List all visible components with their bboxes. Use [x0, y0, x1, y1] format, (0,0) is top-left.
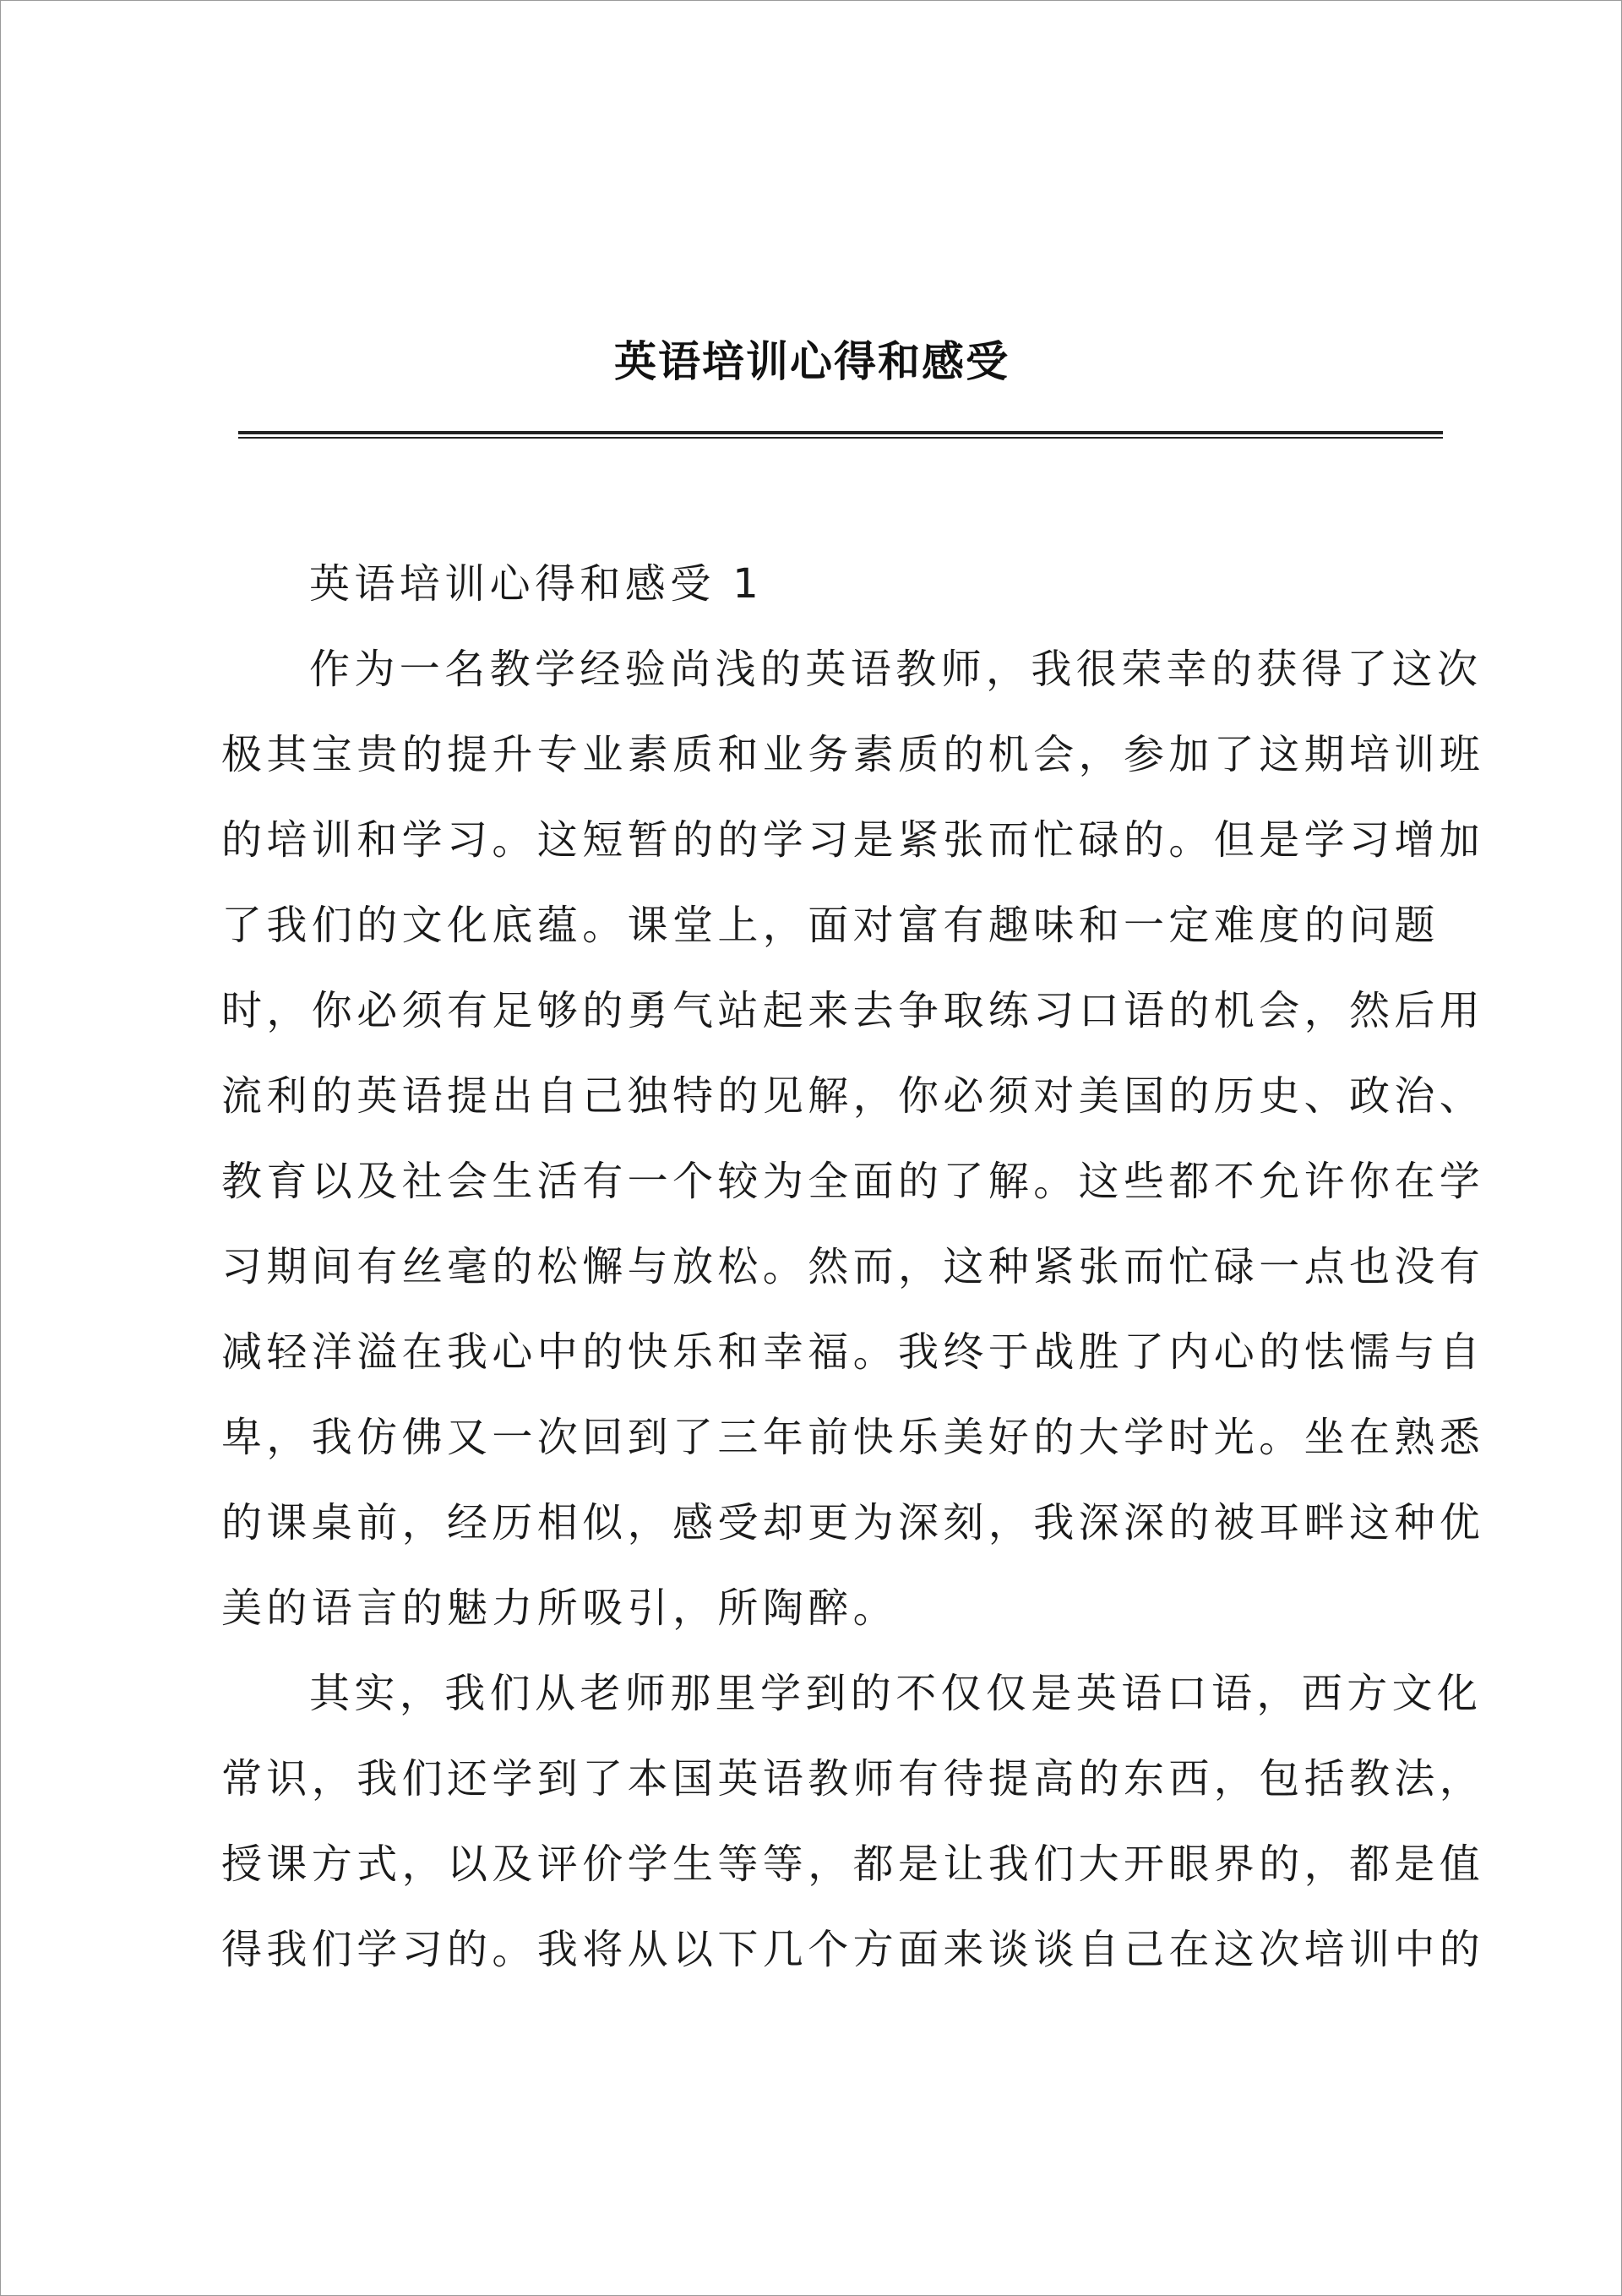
paragraph-1-line: 流利的英语提出自己独特的见解，你必须对美国的历史、政治、: [221, 1072, 1485, 1120]
title-divider-thin: [238, 437, 1443, 439]
section-heading: 英语培训心得和感受 1: [309, 560, 764, 608]
paragraph-1-line: 了我们的文化底蕴。课堂上，面对富有趣味和一定难度的问题: [221, 902, 1440, 949]
paragraph-1-line: 美的语言的魅力所吸引，所陶醉。: [221, 1584, 899, 1632]
paragraph-2-line: 其实，我们从老师那里学到的不仅仅是英语口语，西方文化: [309, 1670, 1483, 1717]
paragraph-1: [221, 627, 1485, 1651]
paragraph-2-line: 授课方式，以及评价学生等等，都是让我们大开眼界的，都是值: [221, 1841, 1485, 1888]
paragraph-2: [221, 1651, 1485, 1993]
paragraph-1-line: 教育以及社会生活有一个较为全面的了解。这些都不允许你在学: [221, 1158, 1485, 1205]
paragraph-1-line: 减轻洋溢在我心中的快乐和幸福。我终于战胜了内心的怯懦与自: [221, 1328, 1485, 1376]
document-body: [221, 542, 1485, 1993]
paragraph-1-line: 的培训和学习。这短暂的的学习是紧张而忙碌的。但是学习增加: [221, 816, 1485, 864]
paragraph-1-line: 的课桌前，经历相似，感受却更为深刻，我深深的被耳畔这种优: [221, 1499, 1485, 1546]
paragraph-1-line: 时，你必须有足够的勇气站起来去争取练习口语的机会，然后用: [221, 987, 1485, 1034]
paragraph-2-line: 常识，我们还学到了本国英语教师有待提高的东西，包括教法，: [221, 1755, 1485, 1802]
title-divider-thick: [238, 431, 1443, 434]
paragraph-1-line: 作为一名教学经验尚浅的英语教师，我很荣幸的获得了这次: [309, 646, 1483, 693]
paragraph-1-line: 卑，我仿佛又一次回到了三年前快乐美好的大学时光。坐在熟悉: [221, 1414, 1485, 1461]
paragraph-1-line: 极其宝贵的提升专业素质和业务素质的机会，参加了这期培训班: [221, 731, 1485, 778]
paragraph-2-line: 得我们学习的。我将从以下几个方面来谈谈自己在这次培训中的: [221, 1926, 1485, 1973]
paragraph-1-line: 习期间有丝毫的松懈与放松。然而，这种紧张而忙碌一点也没有: [221, 1243, 1485, 1290]
document-title: 英语培训心得和感受: [614, 336, 1010, 386]
